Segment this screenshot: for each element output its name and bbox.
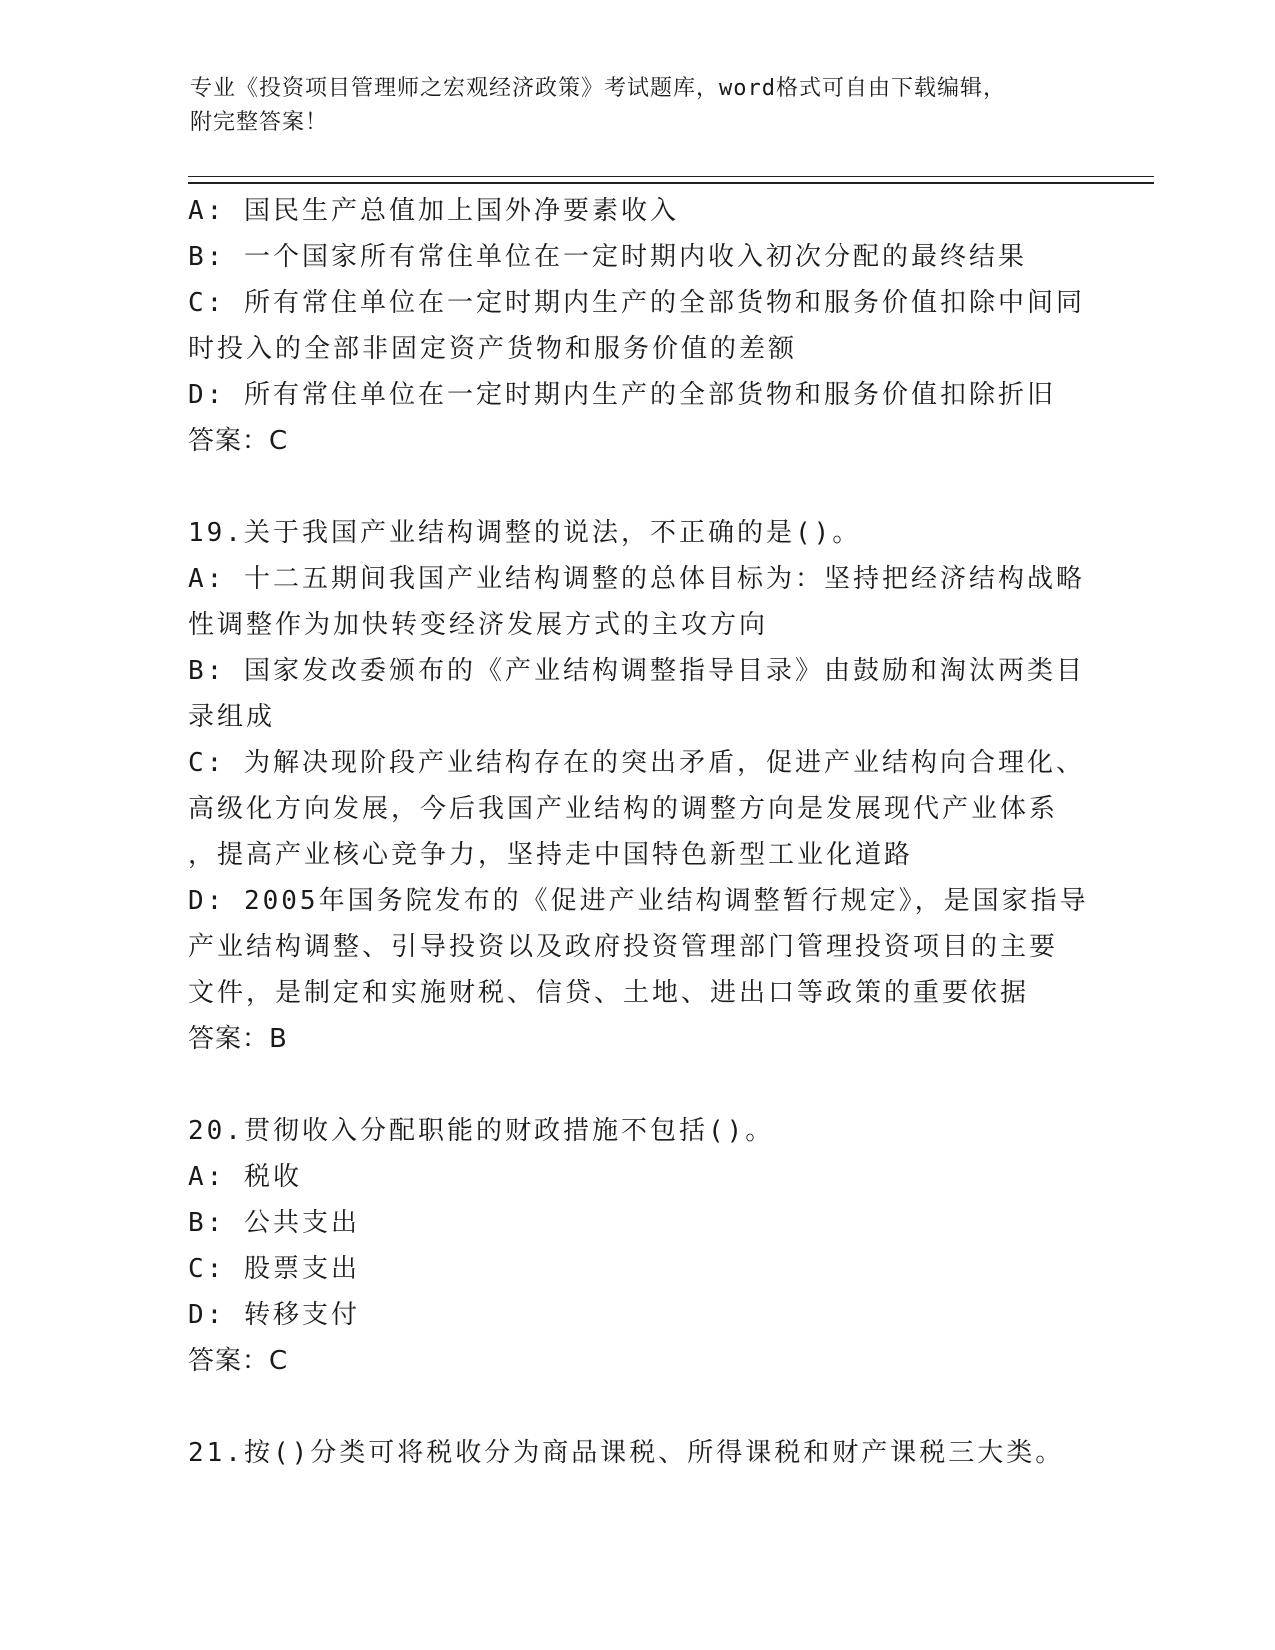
page-header <box>190 72 1070 140</box>
option-d: D: 所有常住单位在一定时期内生产的全部货物和服务价值扣除折旧 <box>188 380 1056 410</box>
option-a: A: 税收 <box>188 1162 302 1192</box>
question-stem: 20.贯彻收入分配职能的财政措施不包括()。 <box>188 1116 775 1146</box>
option-b: B: 国家发改委颁布的《产业结构调整指导目录》由鼓励和淘汰两类目 <box>188 656 1085 686</box>
document-body <box>188 188 1088 1476</box>
question-18 <box>188 188 1088 464</box>
question-19 <box>188 510 1088 1062</box>
option-c-continued: 时投入的全部非固定资产货物和服务价值的差额 <box>188 334 798 364</box>
option-c: C: 所有常住单位在一定时期内生产的全部货物和服务价值扣除中间同 <box>188 288 1085 318</box>
question-21 <box>188 1430 1088 1476</box>
option-d-continued: 产业结构调整、引导投资以及政府投资管理部门管理投资项目的主要 <box>188 932 1059 962</box>
option-d-continued-2: 文件，是制定和实施财税、信贷、土地、进出口等政策的重要依据 <box>188 978 1030 1008</box>
spacer <box>188 464 1088 510</box>
spacer <box>188 1062 1088 1108</box>
option-d: D: 2005年国务院发布的《促进产业结构调整暂行规定》，是国家指导 <box>188 886 1089 916</box>
header-line-2: 附完整答案！ <box>190 110 329 135</box>
answer: 答案：C <box>188 1346 289 1376</box>
option-b-continued: 录组成 <box>188 702 276 732</box>
option-a: A: 国民生产总值加上国外净要素收入 <box>188 196 679 226</box>
answer: 答案：B <box>188 1024 288 1054</box>
answer: 答案：C <box>188 426 289 456</box>
option-d: D: 转移支付 <box>188 1300 360 1330</box>
option-c: C: 股票支出 <box>188 1254 360 1284</box>
option-c-continued-2: ，提高产业核心竞争力，坚持走中国特色新型工业化道路 <box>188 840 914 870</box>
option-a-continued: 性调整作为加快转变经济发展方式的主攻方向 <box>188 610 769 640</box>
option-c: C: 为解决现阶段产业结构存在的突出矛盾，促进产业结构向合理化、 <box>188 748 1085 778</box>
header-divider <box>188 176 1154 184</box>
option-c-continued: 高级化方向发展，今后我国产业结构的调整方向是发展现代产业体系 <box>188 794 1059 824</box>
header-line-1: 专业《投资项目管理师之宏观经济政策》考试题库，word格式可自由下载编辑， <box>190 76 1006 101</box>
spacer <box>188 1384 1088 1430</box>
option-b: B: 公共支出 <box>188 1208 360 1238</box>
question-stem: 21.按()分类可将税收分为商品课税、所得课税和财产课税三大类。 <box>188 1438 1065 1468</box>
question-20 <box>188 1108 1088 1384</box>
option-a: A: 十二五期间我国产业结构调整的总体目标为：坚持把经济结构战略 <box>188 564 1085 594</box>
option-b: B: 一个国家所有常住单位在一定时期内收入初次分配的最终结果 <box>188 242 1027 272</box>
question-stem: 19.关于我国产业结构调整的说法，不正确的是()。 <box>188 518 862 548</box>
